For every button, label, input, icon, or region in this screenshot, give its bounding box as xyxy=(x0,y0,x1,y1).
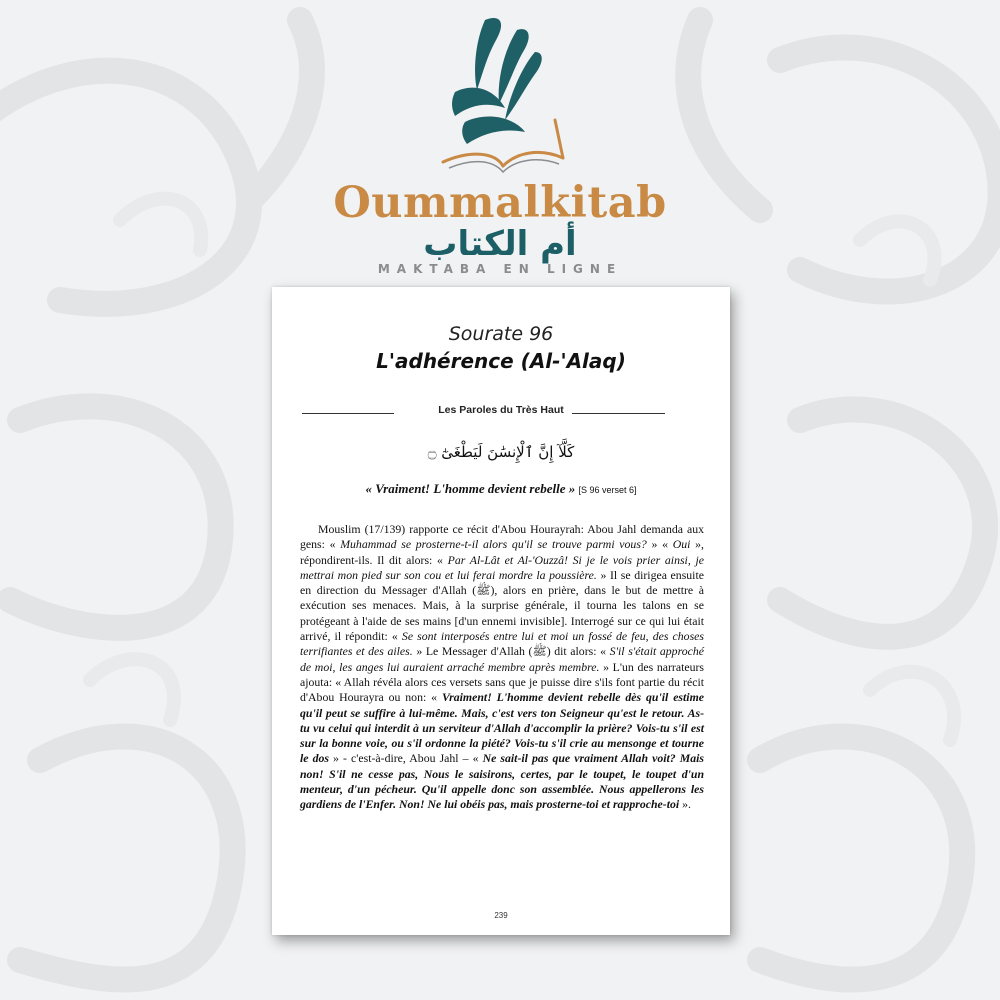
quoted-text-run: Vraiment! L'homme devient rebelle dès qu'il estime qu'il peut se suffire à lui-même. Mais, c'est vers ton Seigneur qu'est le retour. As-tu vu celui qui interdit à un serviteur d'Allah d'accomplir la prière? Vois-tu s'il est sur la bonne voie, ou s'il ordonne la piété? Vois-tu s'il crie au mensonge et tourne le dos xyxy=(300,690,704,766)
divider-right xyxy=(572,413,665,414)
verse-arabic: كَلَّآ إِنَّ ٱلْإِنسَٰنَ لَيَطْغَىٰٓ ۝ xyxy=(427,443,575,461)
verse-reference: [S 96 verset 6] xyxy=(578,485,637,495)
body-text-run: » « xyxy=(646,537,673,552)
quoted-text-run: Muhammad se prosterne-t-il alors qu'il se trouve parmi vous? xyxy=(340,537,647,552)
body-text-run: » L'un des narrateurs ajouta: « Allah révéla alors ces versets sans que je puisse dire s'ils font partie du récit d'Abou Hourayra ou non: « xyxy=(300,659,704,705)
quoted-text-run: Oui xyxy=(672,537,691,552)
page-number: 239 xyxy=(494,911,508,920)
body-text-run: » - c'est-à-dire, Abou Jahl – « xyxy=(328,751,483,766)
brand-tagline: MAKTABA EN LIGNE xyxy=(377,262,623,276)
body-text-run: » Le Messager d'Allah (ﷺ) dit alors: « xyxy=(412,644,610,659)
body-text-run: ». xyxy=(679,797,691,812)
quoted-text-run: S'il s'était approché de moi, les anges lui auraient arraché membre après membre. xyxy=(300,644,704,674)
verse-translation-text: « Vraiment! L'homme devient rebelle » xyxy=(365,481,576,496)
sourate-number: Sourate 96 xyxy=(448,323,554,345)
body-text-run: », répondirent-ils. Il dit alors: « xyxy=(300,537,704,567)
quoted-text-run: Ne sait-il pas que vraiment Allah voit? Mais non! S'il ne cesse pas, Nous le saisirons, certes, par le toupet, le toupet d'un menteur, d'un pécheur. Qu'il appelle donc son assemblée. Nous appellerons les gardiens de l'Enfer. Non! Ne lui obéis pas, mais prosterne-toi et rapproche-toi xyxy=(300,751,704,812)
body-paragraph xyxy=(300,522,704,813)
brand-name: Oummalkitab xyxy=(333,178,667,228)
brand-logo-icon xyxy=(425,12,575,182)
body-text-run: Mouslim (17/139) rapporte ce récit d'Abou Hourayrah: Abou Jahl demanda aux gens: « xyxy=(300,522,704,552)
quoted-text-run: Par Al-Lât et Al-'Ouzzâ! Si je le vois prier ainsi, je mettrai mon pied sur son cou et lui ferai mordre la poussière. xyxy=(300,552,704,582)
brand-arabic-name: أم الكتاب xyxy=(423,224,577,264)
verse-translation xyxy=(272,481,730,497)
quoted-text-run: Se sont interposés entre lui et moi un fossé de feu, des choses terrifiantes et des ailes. xyxy=(300,629,704,659)
section-header: Les Paroles du Très Haut xyxy=(438,404,564,416)
sourate-title: L'adhérence (Al-'Alaq) xyxy=(376,349,626,373)
body-text-run: » Il se dirigea ensuite en direction du Messager d'Allah (ﷺ), alors en prière, dans le but de mettre à exécution ses menaces. Mais, à la surprise générale, il tourna les talons en se protégeant à l'aide de ses mains [d'un ennemi invisible]. Interrogé sur ce qui lui était arrivé, il répondit: « xyxy=(300,567,705,644)
book-page xyxy=(272,287,730,935)
